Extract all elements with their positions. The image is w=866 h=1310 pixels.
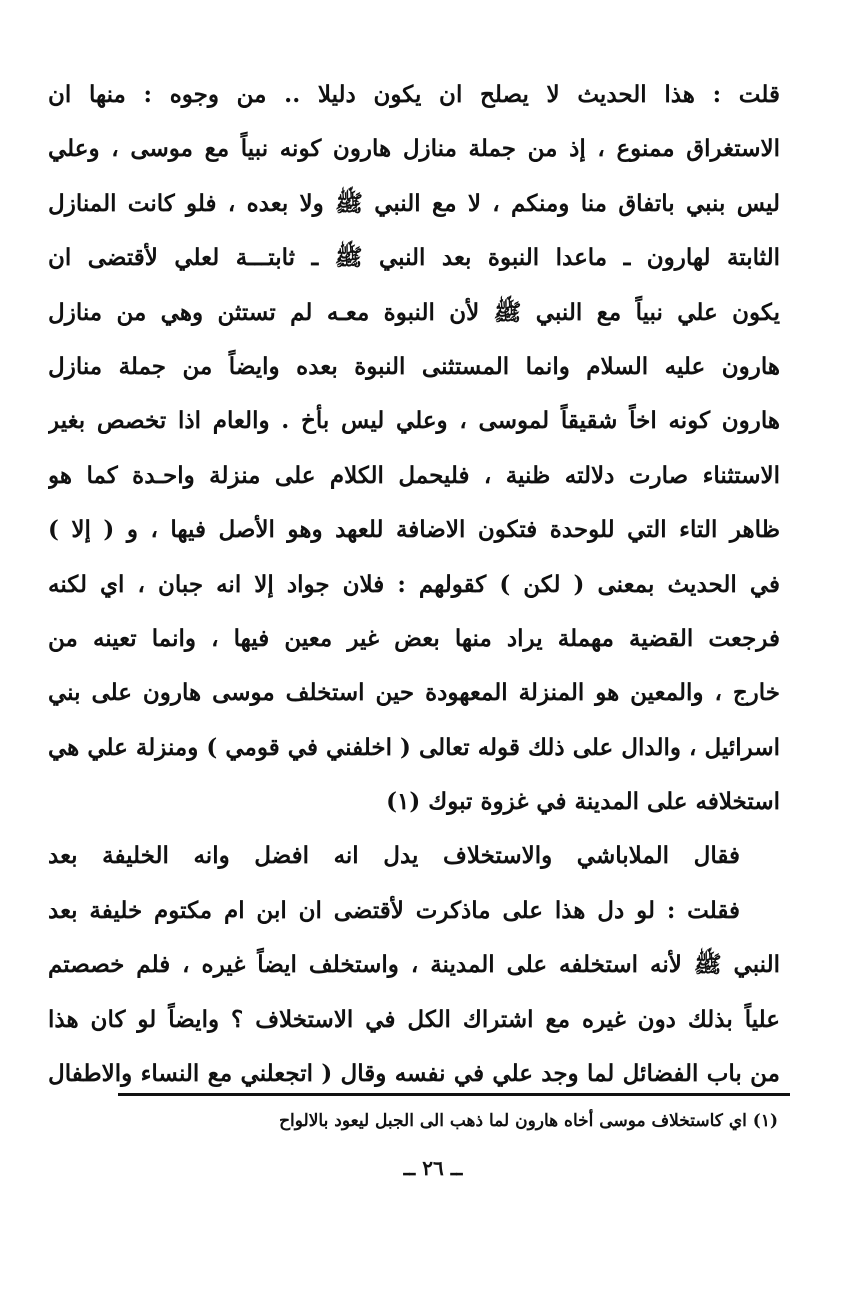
text-line: من باب الفضائل لما وجد علي في نفسه وقال ( اتجعلني مع النساء والاطفال (48, 1060, 780, 1088)
text-line: استخلافه على المدينة في غزوة تبوك (١) (386, 788, 780, 816)
text-line: الاستغراق ممنوع ، إذ من جملة منازل هارون كونه نبياً مع موسى ، وعلي (48, 135, 780, 163)
text-line: ظاهر التاء التي للوحدة فتكون الاضافة للعهد وهو الأصل فيها ، و ( إلا ) (48, 516, 780, 544)
text-line: يكون علي نبياً مع النبي ﷺ لأن النبوة معـه لم تستثن وهي من منازل (48, 298, 780, 326)
text-line: فقلت : لو دل هذا على ماذكرت لأقتضى ان ابن ام مكتوم خليفة بعد (48, 896, 740, 924)
text-line: علياً بذلك دون غيره مع اشتراك الكل في الاستخلاف ؟ وايضاً لو كان هذا (48, 1005, 780, 1033)
text-line: خارج ، والمعين هو المنزلة المعهودة حين استخلف موسى هارون على بني (48, 679, 780, 707)
text-line: فرجعت القضية مهملة يراد منها بعض غير معين فيها ، وانما تعينه من (48, 624, 780, 652)
page-number: ــ ٢٦ ــ (403, 1156, 463, 1180)
footnote: (١) اي كاستخلاف موسى أخاه هارون لما ذهب الى الجبل ليعود بالالواح (279, 1111, 778, 1131)
text-line: اسرائيل ، والدال على ذلك قوله تعالى ( اخلفني في قومي ) ومنزلة علي هي (48, 733, 780, 761)
text-line: هارون عليه السلام وانما المستثنى النبوة بعده وايضاً من جملة منازل (48, 352, 780, 380)
footnote-divider (118, 1093, 790, 1096)
text-line: الاستثناء صارت دلالته ظنية ، فليحمل الكلام على منزلة واحـدة كما هو (48, 461, 780, 489)
text-line: فقال الملاباشي والاستخلاف يدل انه افضل وانه الخليفة بعد (48, 842, 740, 870)
text-line: هارون كونه اخاً شقيقاً لموسى ، وعلي ليس بأخ . والعام اذا تخصص بغير (48, 407, 780, 435)
text-line: ليس بنبي باتفاق منا ومنكم ، لا مع النبي ﷺ ولا بعده ، فلو كانت المنازل (48, 189, 780, 217)
main-text (48, 68, 780, 1101)
text-line: النبي ﷺ لأنه استخلفه على المدينة ، واستخلف ايضاً غيره ، فلم خصصتم (48, 951, 780, 979)
text-line: الثابتة لهارون ـ ماعدا النبوة بعد النبي ﷺ ـ ثابتـــة لعلي لأقتضى ان (48, 244, 780, 272)
text-line: في الحديث بمعنى ( لكن ) كقولهم : فلان جواد إلا انه جبان ، اي لكنه (48, 570, 780, 598)
text-line: قلت : هذا الحديث لا يصلح ان يكون دليلا .. من وجوه : منها ان (48, 81, 780, 108)
